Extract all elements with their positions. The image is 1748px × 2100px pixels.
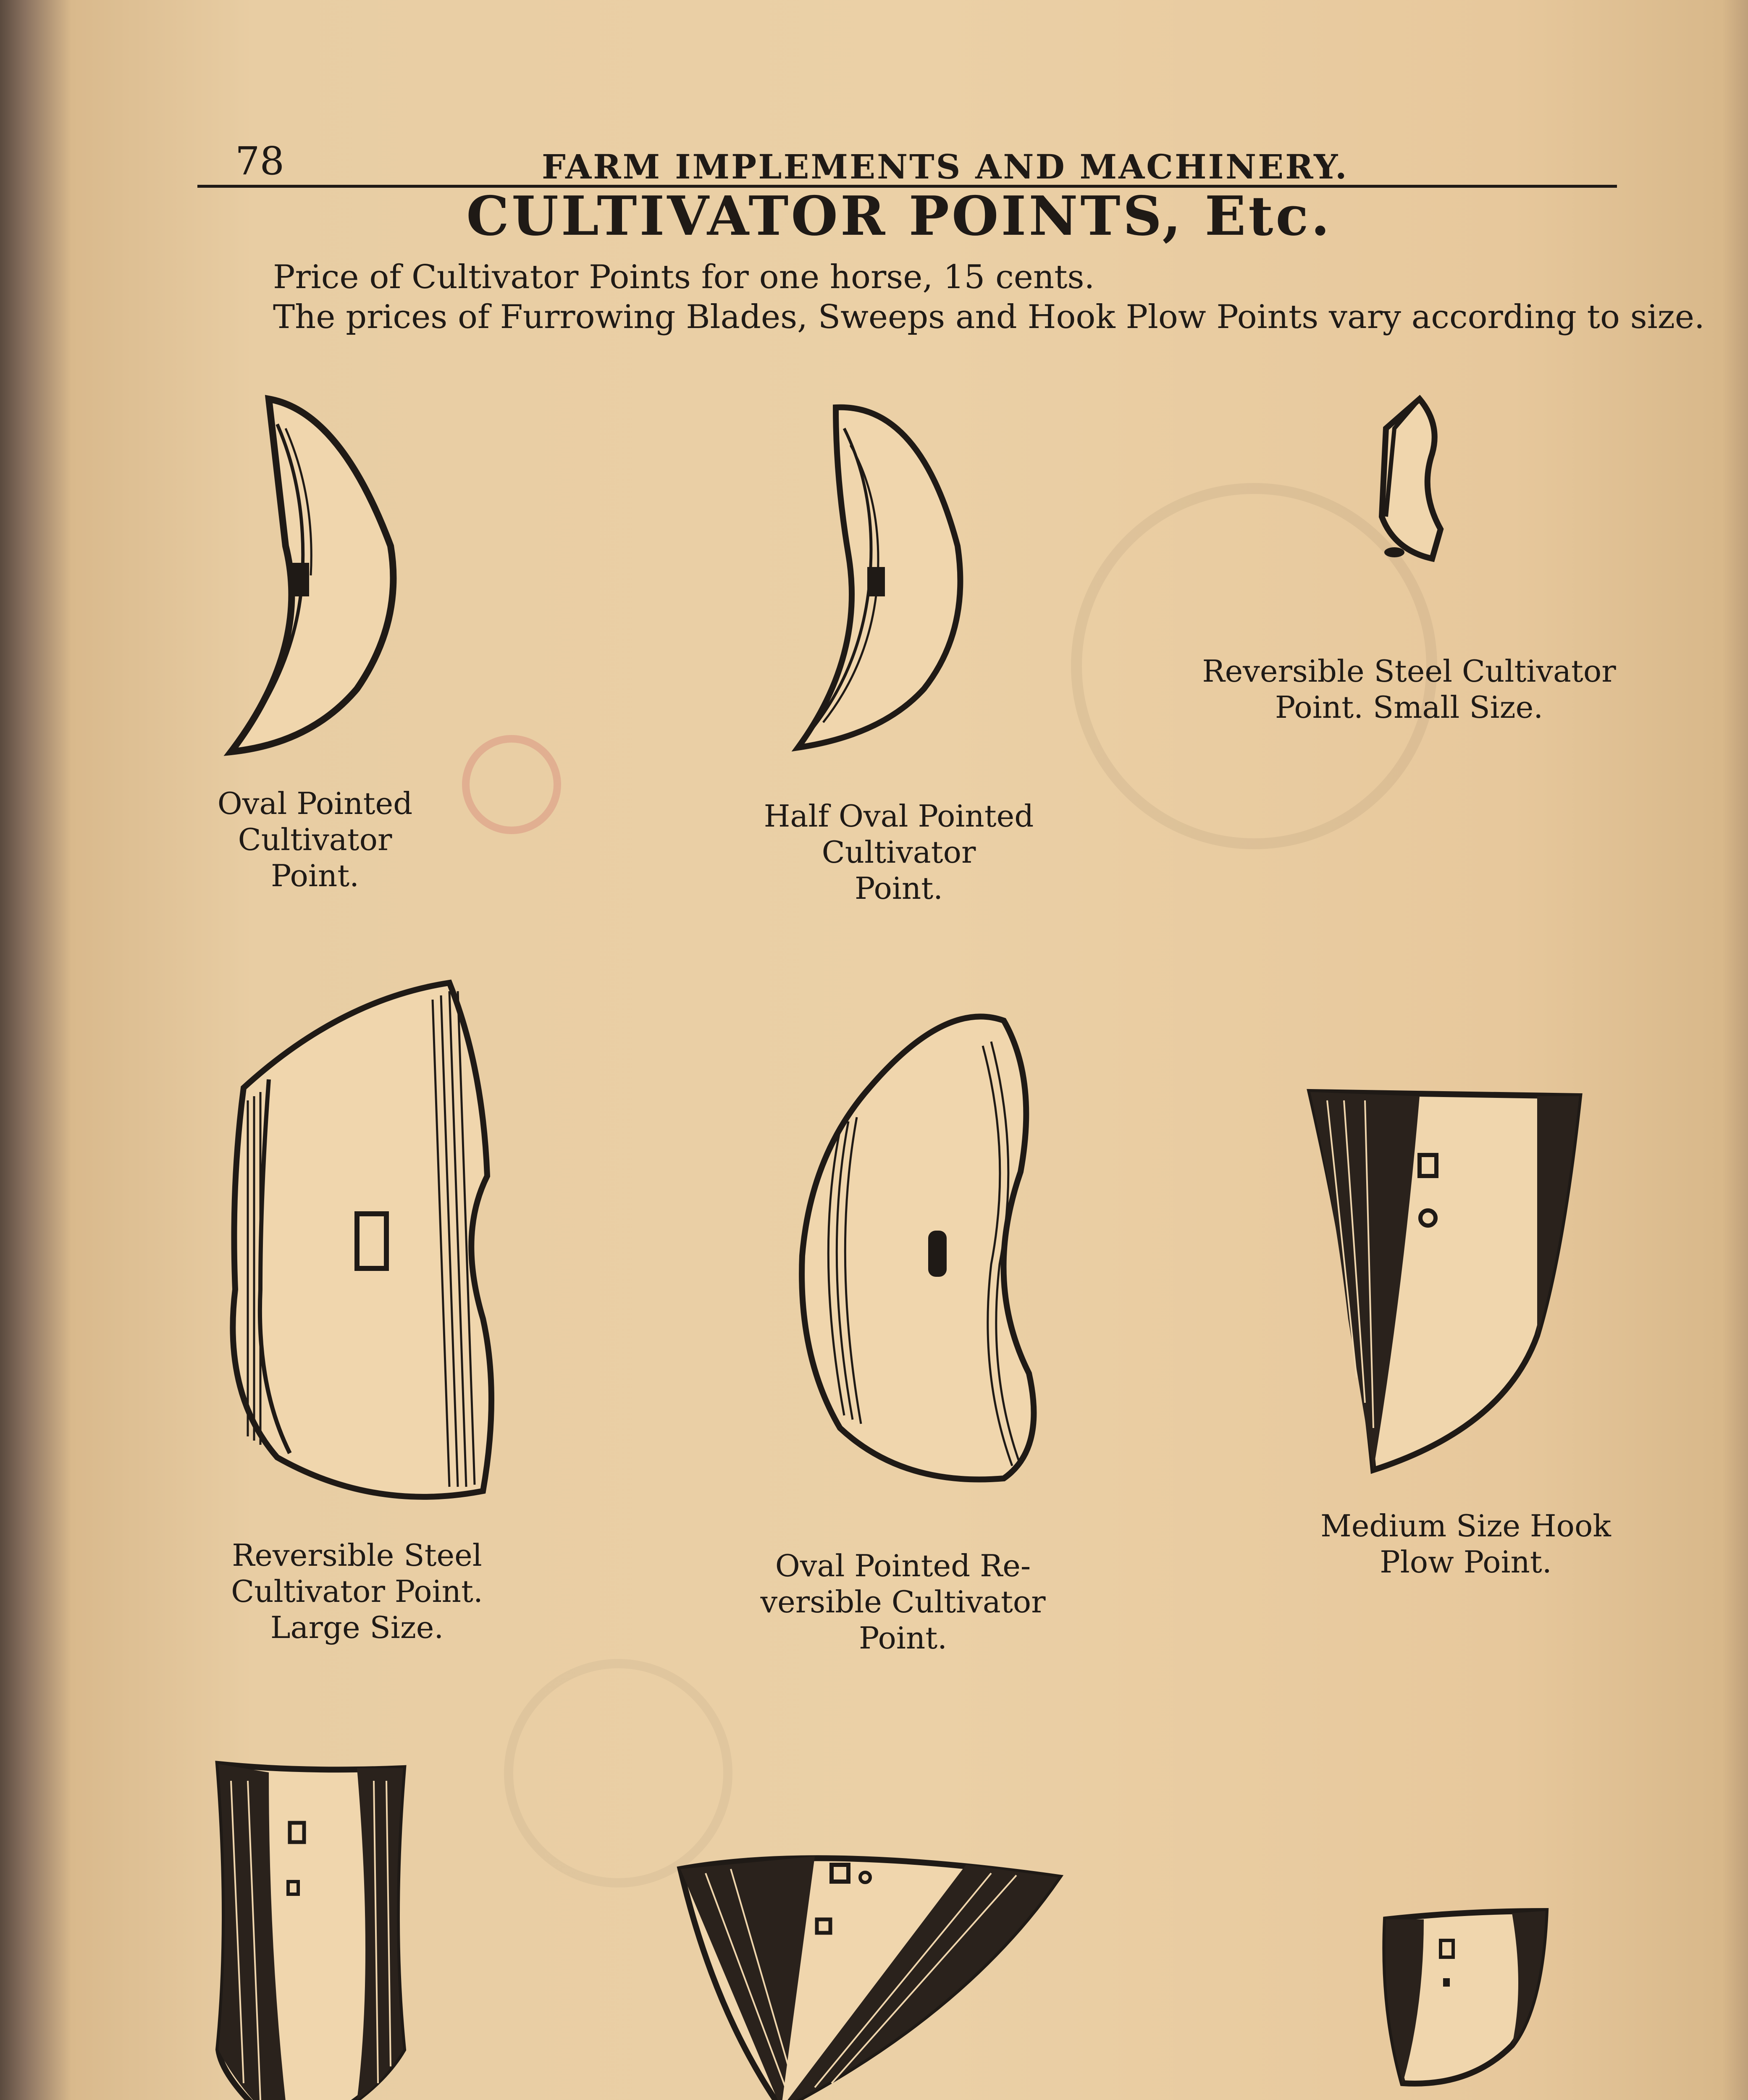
medium-hook-plow-point-illustration xyxy=(1302,1084,1596,1478)
caption-medium-hook-plow xyxy=(1277,1508,1655,1580)
large-hook-plow-point-illustration xyxy=(672,1835,1067,2100)
caption-line: Cultivator Point. xyxy=(231,1574,483,1609)
narrow-winged-furrowing-blade-illustration xyxy=(1378,1903,1554,2092)
caption-line: Oval Pointed xyxy=(217,786,413,821)
reversible-large-point-illustration xyxy=(214,974,508,1529)
caption-reversible-small xyxy=(1176,653,1642,725)
caption-line: Oval Pointed Re- xyxy=(775,1548,1031,1583)
running-head-title: FARM IMPLEMENTS AND MACHINERY. xyxy=(542,147,1349,186)
caption-line: Half Oval Pointed xyxy=(764,798,1034,834)
caption-line: Point. xyxy=(270,858,360,893)
caption-line: Point. xyxy=(858,1620,947,1656)
caption-oval-reversible xyxy=(714,1548,1092,1656)
caption-oval-pointed xyxy=(139,785,491,894)
large-furrowing-blade-illustration xyxy=(206,1756,424,2100)
caption-line: Reversible Steel Cultivator xyxy=(1202,654,1616,689)
caption-line: Cultivator xyxy=(822,835,976,870)
intro-line-2: The prices of Furrowing Blades, Sweeps and Hook Plow Points vary according to size. xyxy=(273,298,1705,336)
caption-line: Large Size. xyxy=(270,1610,444,1645)
caption-reversible-large xyxy=(168,1537,546,1646)
oval-pointed-point-illustration xyxy=(206,386,424,764)
caption-line: versible Cultivator xyxy=(760,1584,1046,1620)
intro-line-1: Price of Cultivator Points for one horse, 15 cents. xyxy=(273,258,1095,296)
caption-line: Plow Point. xyxy=(1380,1544,1552,1580)
running-head xyxy=(197,139,1617,188)
caption-half-oval-pointed xyxy=(697,798,1100,906)
caption-line: Point. xyxy=(854,871,943,906)
page-number: 78 xyxy=(235,139,285,184)
half-oval-pointed-point-illustration xyxy=(781,395,1000,756)
caption-line: Reversible Steel xyxy=(232,1538,482,1573)
caption-line: Cultivator xyxy=(238,822,392,857)
oval-reversible-point-illustration xyxy=(785,995,1046,1499)
caption-line: Medium Size Hook xyxy=(1320,1508,1611,1544)
reversible-small-point-illustration xyxy=(1369,391,1453,571)
page-heading: CULTIVATOR POINTS, Etc. xyxy=(466,185,1332,248)
caption-line: Point. Small Size. xyxy=(1275,690,1543,725)
